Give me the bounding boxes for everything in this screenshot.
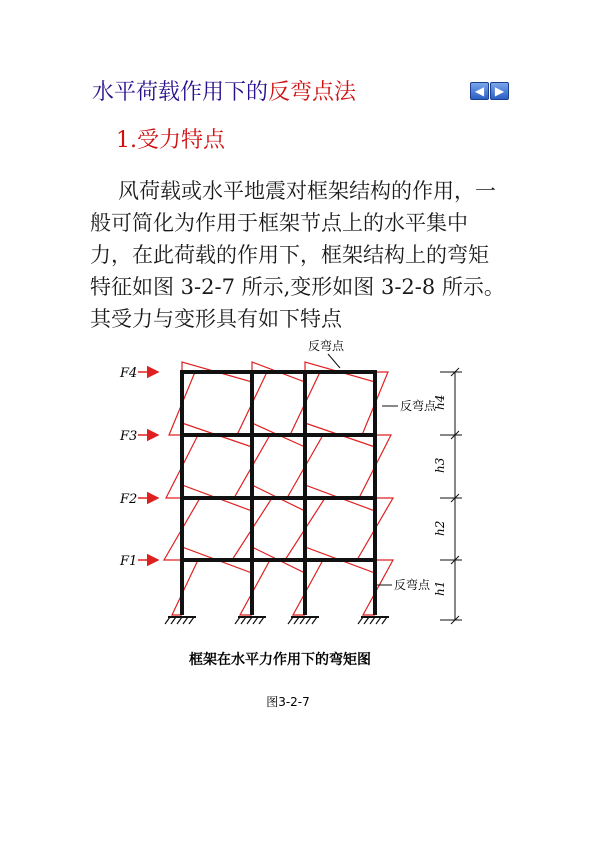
nav-buttons — [470, 82, 510, 100]
force-label-f1: F1 — [120, 554, 138, 569]
inflection-label-top: 反弯点 — [308, 339, 345, 353]
title-part-main: 水平荷载作用下的 — [92, 80, 269, 105]
moment-diagram-lines — [164, 362, 393, 615]
arrow-left-icon: ◀ — [474, 84, 485, 98]
title-part-highlight: 反弯点法 — [268, 80, 357, 105]
inflection-label-lower: 反弯点 — [394, 578, 431, 592]
figure-number: 图3-2-7 — [266, 695, 310, 709]
frame-members — [180, 372, 377, 615]
height-label-h2: h2 — [433, 520, 447, 536]
force-label-f3: F3 — [120, 429, 138, 444]
fixed-supports — [165, 617, 389, 624]
force-label-f4: F4 — [120, 366, 138, 381]
body-paragraph — [90, 175, 522, 335]
height-label-h4: h4 — [433, 394, 447, 410]
page-title — [92, 78, 356, 108]
prev-page-button[interactable] — [470, 82, 489, 100]
frame-moment-diagram — [100, 330, 500, 730]
force-label-f2: F2 — [120, 492, 138, 507]
paragraph-line-3: 力，在此荷载的作用下，框架结构上的弯矩 — [90, 243, 489, 267]
paragraph-line-2: 般可简化为作用于框架节点上的水平集中 — [90, 211, 468, 235]
top-label-leader — [328, 354, 340, 368]
arrow-right-icon: ▶ — [494, 84, 505, 98]
next-page-button[interactable] — [490, 82, 509, 100]
paragraph-line-4: 特征如图 3-2-7 所示,变形如图 3-2-8 所示。 — [90, 275, 505, 299]
height-label-h3: h3 — [433, 457, 447, 473]
inflection-label-upper: 反弯点 — [400, 399, 437, 413]
paragraph-line-1: 风荷载或水平地震对框架结构的作用，一 — [118, 179, 496, 203]
height-label-h1: h1 — [433, 580, 447, 596]
paragraph-line-5: 其受力与变形具有如下特点 — [90, 307, 342, 331]
figure-caption: 框架在水平力作用下的弯矩图 — [189, 652, 371, 668]
section-title: 1.受力特点 — [116, 128, 225, 153]
force-arrows — [138, 372, 158, 560]
